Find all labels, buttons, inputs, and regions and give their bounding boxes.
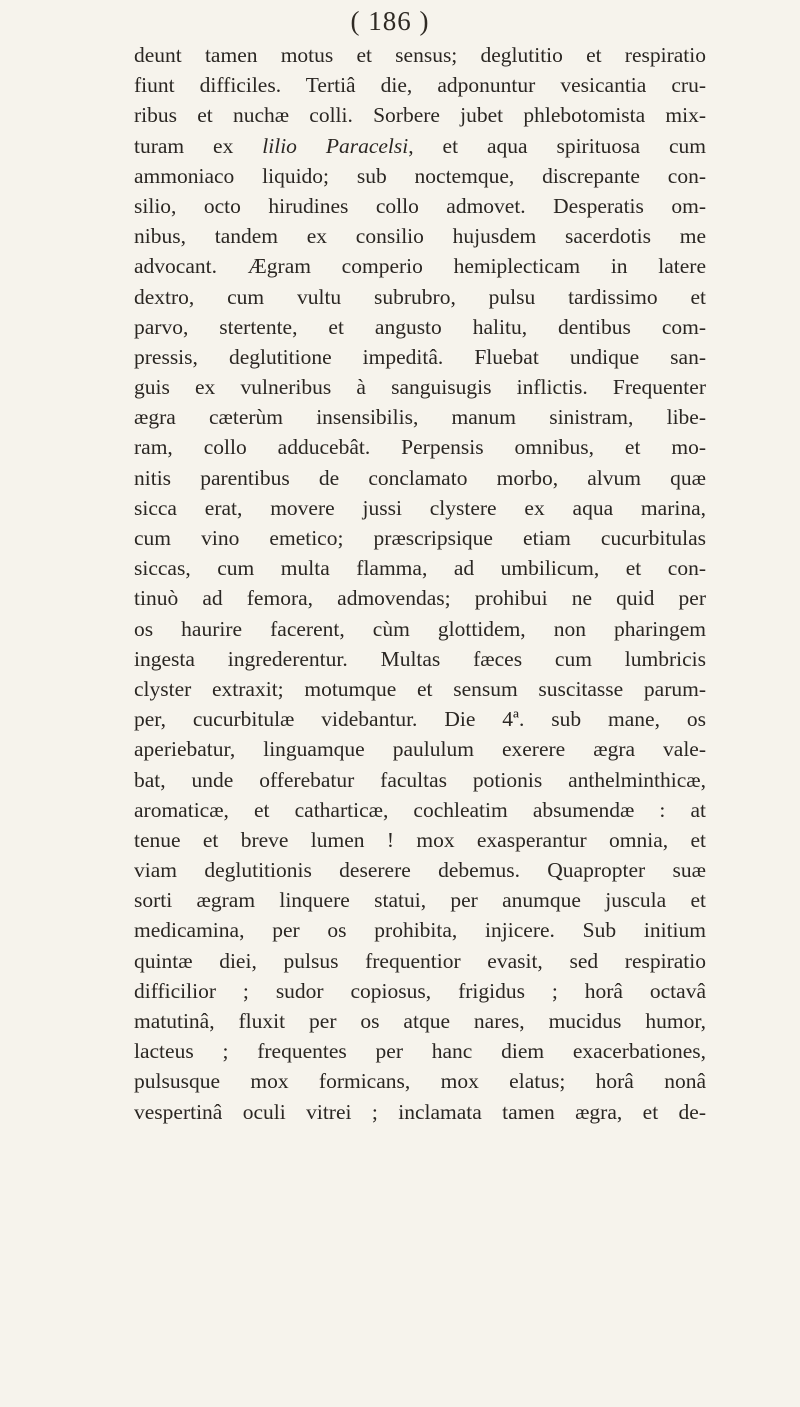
text-line: nitis parentibus de conclamato morbo, alvum quæ (134, 465, 706, 490)
text-line: difficilior ; sudor copiosus, frigidus ; horâ octavâ (134, 978, 706, 1003)
text-line: aromaticæ, et catharticæ, cochleatim absumendæ : at (134, 797, 706, 822)
text-line: vespertinâ oculi vitrei ; inclamata tamen ægra, et de- (134, 1099, 706, 1124)
text-line: matutinâ, fluxit per os atque nares, mucidus humor, (134, 1009, 706, 1033)
text-line: os haurire facerent, cùm glottidem, non pharingem (134, 616, 706, 641)
text-line: lacteus ; frequentes per hanc diem exacerbationes, (134, 1039, 706, 1064)
text-line: ægra cæterùm insensibilis, manum sinistram, libe- (134, 405, 706, 430)
text-line: ammoniaco liquido; sub noctemque, discrepante con- (134, 163, 706, 188)
page-number: ( 186 ) (350, 6, 430, 36)
text-line: medicamina, per os prohibita, injicere. Sub initium (134, 918, 706, 943)
body-text (134, 40, 706, 1127)
text-line: cum vino emetico; præscripsique etiam cucurbitulas (134, 526, 706, 550)
text-line: dextro, cum vultu subrubro, pulsu tardissimo et (134, 284, 706, 309)
text-line: guis ex vulneribus à sanguisugis inflictis. Frequenter (134, 375, 706, 400)
text-line: ram, collo adducebât. Perpensis omnibus, et mo- (134, 435, 706, 460)
text-line: ribus et nuchæ colli. Sorbere jubet phlebotomista mix- (134, 103, 706, 128)
text-line: quintæ diei, pulsus frequentior evasit, sed respiratio (134, 948, 706, 973)
text-line: tenue et breve lumen ! mox exasperantur omnia, et (134, 827, 706, 852)
text-line: deunt tamen motus et sensus; deglutitio et respiratio (134, 43, 706, 67)
text-line: fiunt difficiles. Tertiâ die, adponuntur vesicantia cru- (134, 73, 706, 98)
text-line: turam ex lilio Paracelsi, et aqua spirituosa cum (134, 133, 707, 158)
text-line: siccas, cum multa flamma, ad umbilicum, et con- (134, 556, 706, 581)
text-line: bat, unde offerebatur facultas potionis anthelminthicæ, (134, 767, 706, 792)
text-line: pulsusque mox formicans, mox elatus; horâ nonâ (134, 1069, 706, 1094)
text-line: viam deglutitionis deserere debemus. Quapropter suæ (134, 858, 706, 883)
text-line: ingesta ingrederentur. Multas fæces cum lumbricis (134, 646, 706, 671)
italic-text: lilio Paracelsi (262, 133, 409, 158)
text-line: advocant. Ægram comperio hemiplecticam in latere (134, 254, 706, 279)
text-line: nibus, tandem ex consilio hujusdem sacerdotis me (134, 224, 706, 249)
text-line: tinuò ad femora, admovendas; prohibui ne quid per (134, 586, 706, 611)
text-line: silio, octo hirudines collo admovet. Desperatis om- (134, 193, 706, 218)
text-line: sicca erat, movere jussi clystere ex aqua marina, (134, 495, 706, 520)
text-line: clyster extraxit; motumque et sensum suscitasse parum- (134, 676, 706, 701)
text-line: aperiebatur, linguamque paululum exerere ægra vale- (134, 737, 706, 762)
text-line: pressis, deglutitione impeditâ. Fluebat undique san- (134, 344, 706, 369)
text-line: per, cucurbitulæ videbantur. Die 4ª. sub mane, os (134, 707, 706, 732)
text-line: parvo, stertente, et angusto halitu, dentibus com- (134, 314, 706, 339)
text-line: sorti ægram linquere statui, per anumque juscula et (134, 888, 706, 913)
